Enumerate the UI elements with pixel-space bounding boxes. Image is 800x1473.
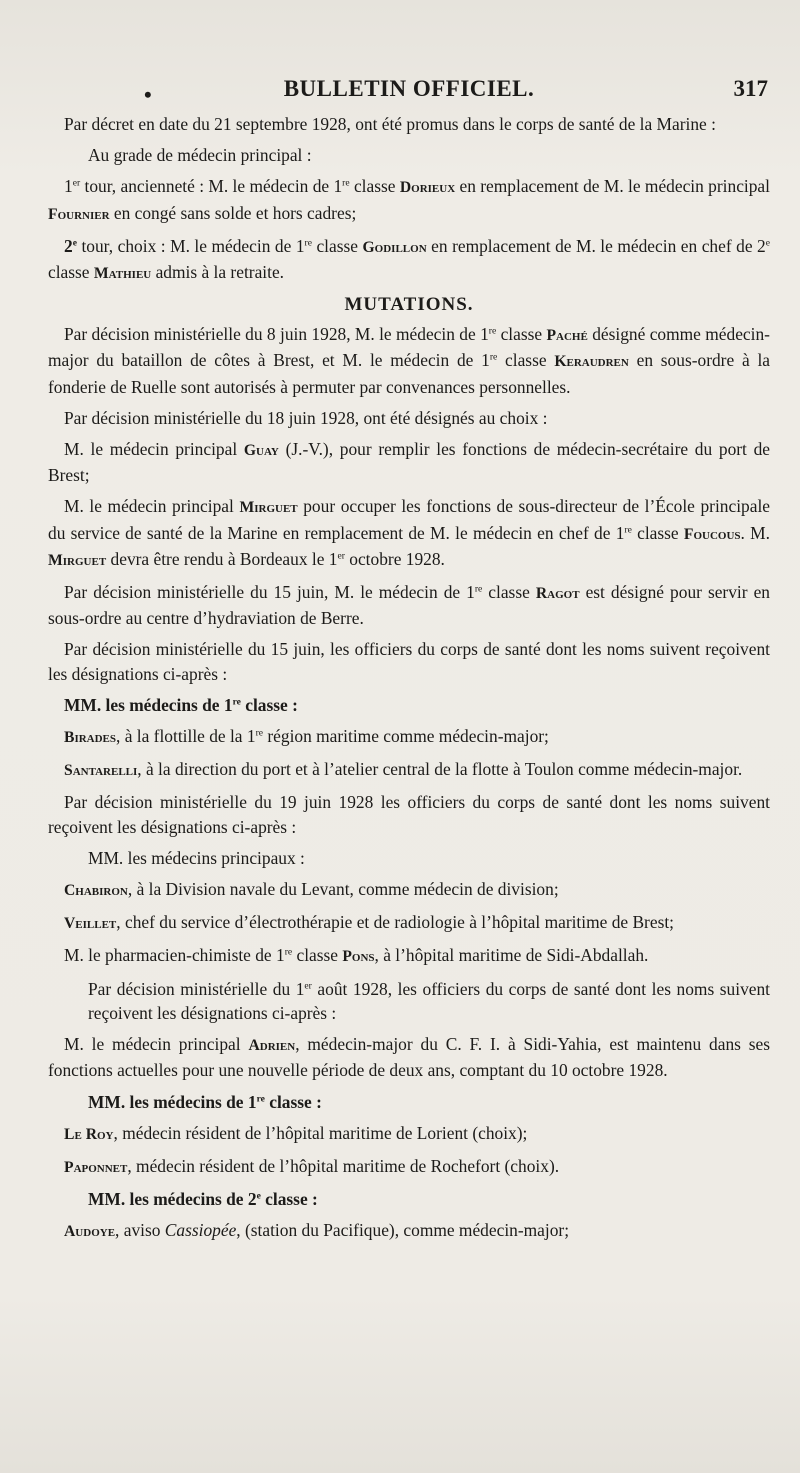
person-name: Mirguet — [239, 499, 298, 517]
page-number: 317 — [733, 76, 768, 101]
paragraph-guay: M. le médecin principal Guay (J.-V.), pour remplir les fonctions de médecin-secrétaire du port de Brest; — [48, 439, 770, 486]
paragraph-1er-aout: Par décision ministérielle du 1er août 1928, les officiers du corps de santé dont les noms suivent reçoivent les désignations ci-après : — [88, 978, 771, 1023]
person-name: Veillet — [64, 915, 117, 933]
paragraph-mirguet: M. le médecin principal Mirguet pour occuper les fonctions de sous-directeur de l’École principale du service de santé de la Marine en remplacement de M. le médecin en chef de 1re classe Foucous. M. Mirguet devra être rendu à Bordeaux le 1er octobre 1928. — [48, 496, 770, 569]
person-name: Keraudren — [554, 353, 629, 371]
person-name: Mathieu — [93, 265, 152, 283]
paragraph-grade: Au grade de médecin principal : — [88, 145, 312, 166]
paragraph-paponnet: Paponnet, médecin résident de l’hôpital maritime de Rochefort (choix). — [64, 1155, 560, 1176]
person-name: Le Roy — [64, 1125, 114, 1143]
paragraph-mm-medecins-2e: MM. les médecins de 2e classe : — [88, 1189, 318, 1210]
person-name: Godillon — [362, 238, 427, 256]
ship-name: Cassiopée — [164, 1220, 237, 1241]
paragraph-le-roy: Le Roy, médecin résident de l’hôpital maritime de Lorient (choix); — [64, 1122, 528, 1143]
paragraph-adrien: M. le médecin principal Adrien, médecin-major du C. F. I. à Sidi-Yahia, est maintenu dans ses fonctions actuelles pour une nouvelle période de deux ans, comptant du 10 octobre 1928. — [48, 1034, 771, 1081]
person-name: Paché — [546, 327, 588, 345]
header-bullet: • — [144, 82, 152, 107]
paragraph-pons: M. le pharmacien-chimiste de 1re classe Pons, à l’hôpital maritime de Sidi-Abdallah. — [64, 945, 649, 966]
person-name: Birades — [64, 729, 117, 747]
paragraph-tour-2: 2e tour, choix : M. le médecin de 1re classe Godillon en remplacement de M. le médecin en chef de 2e classe Mathieu admis à la retraite. — [48, 235, 770, 283]
paragraph-birades: Birades, à la flottille de la 1re région maritime comme médecin-major; — [64, 726, 549, 747]
paragraph-ragot: Par décision ministérielle du 15 juin, M. le médecin de 1re classe Ragot est désigné pour servir en sous-ordre au centre d’hydraviation de Berre. — [48, 582, 770, 629]
person-name: Adrien — [248, 1037, 296, 1055]
person-name: Foucous — [683, 525, 741, 543]
person-name: Chabiron — [64, 882, 128, 900]
paragraph-chabiron: Chabiron, à la Division navale du Levant, comme médecin de division; — [64, 879, 559, 900]
paragraph-mm-medecins-1re-b: MM. les médecins de 1re classe : — [88, 1091, 322, 1112]
person-name: Fournier — [48, 205, 110, 223]
paragraph-8-juin: Par décision ministérielle du 8 juin 1928, M. le médecin de 1re classe Paché désigné comme médecin-major du bataillon de côtes à Brest, et M. le médecin de 1re classe Keraudren en sous-ordre à la fonderie de Ruelle sont autorisés à permuter par convenances personnelles. — [48, 324, 770, 397]
person-name: Mirguet — [48, 551, 107, 569]
page-header — [48, 72, 770, 112]
person-name: Santarelli — [64, 762, 138, 780]
person-name: Guay — [243, 442, 279, 460]
paragraph-19-juin: Par décision ministérielle du 19 juin 1928 les officiers du corps de santé dont les noms suivent reçoivent les désignations ci-après : — [48, 792, 770, 837]
section-heading: MUTATIONS. — [344, 294, 474, 316]
paragraph-veillet: Veillet, chef du service d’électrothérapie et de radiologie à l’hôpital maritime de Brest; — [64, 912, 674, 933]
paragraph-tour-1: 1er tour, ancienneté : M. le médecin de 1re classe Dorieux en remplacement de M. le médecin principal Fournier en congé sans solde et hors cadres; — [48, 176, 770, 223]
person-name: Dorieux — [399, 179, 456, 197]
person-name: Paponnet — [64, 1158, 128, 1176]
header-title: BULLETIN OFFICIEL. — [283, 76, 535, 101]
person-name: Ragot — [535, 585, 580, 603]
paragraph-santarelli: Santarelli, à la direction du port et à l’atelier central de la flotte à Toulon comme médecin-major. — [64, 759, 743, 780]
person-name: Audoye — [64, 1223, 116, 1241]
paragraph-decret: Par décret en date du 21 septembre 1928, ont été promus dans le corps de santé de la Marine : — [64, 114, 716, 134]
paragraph-mm-principaux: MM. les médecins principaux : — [88, 847, 305, 868]
paragraph-mm-medecins-1re: MM. les médecins de 1re classe : — [64, 694, 298, 715]
paragraph-18-juin: Par décision ministérielle du 18 juin 1928, ont été désignés au choix : — [64, 407, 548, 428]
person-name: Pons — [342, 948, 375, 966]
paragraph-15-juin: Par décision ministérielle du 15 juin, les officiers du corps de santé dont les noms suivent reçoivent les désignations ci-après : — [48, 639, 770, 684]
paragraph-audoye: Audoye, aviso Cassiopée, (station du Pacifique), comme médecin-major; — [64, 1220, 570, 1241]
